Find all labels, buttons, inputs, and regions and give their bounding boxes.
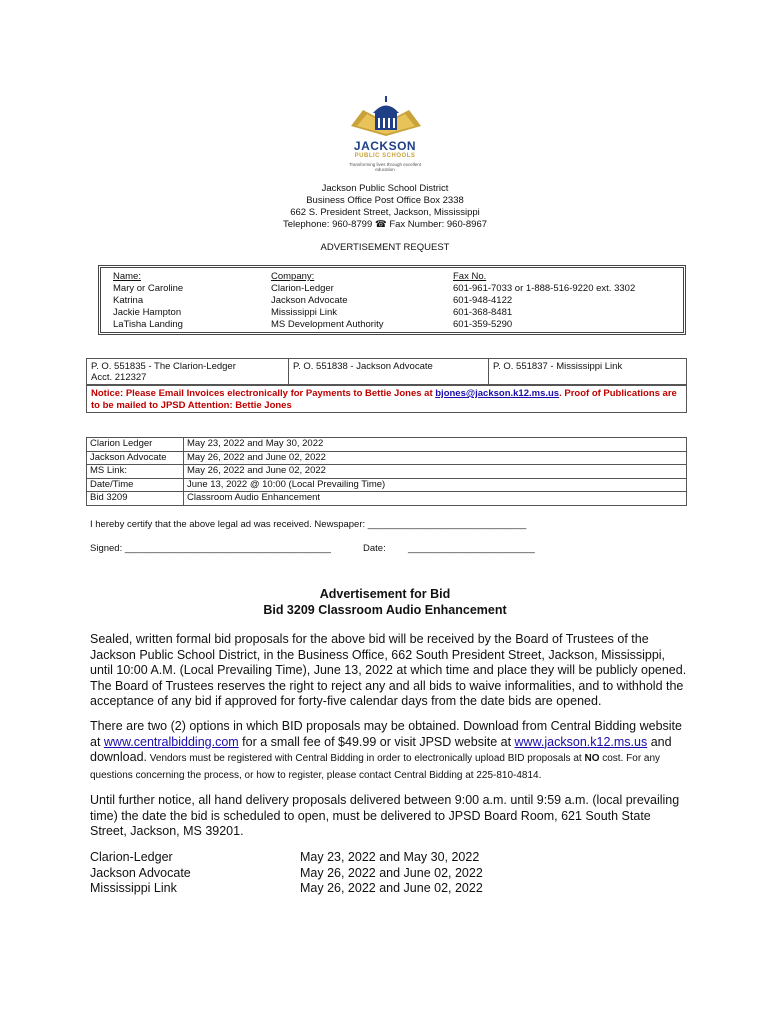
date-blank: ________________________ — [408, 543, 535, 554]
ad-paragraph-1: Sealed, written formal bid proposals for the above bid will be received by the Board of Trustees of the Jackson Public School District, in the Business Office, 662 South President Street, Jackson, Mississippi, until 10:00 A.M. (Local Prevailing Time), June 13, 2022 at which time and place they will be publicly opened. The Board of Trustees reserves the right to reject any and all bids to waive informalities, and to withhold the acceptance of any bid if approved for forty-five calendar days from the date bids are opened. — [90, 632, 687, 708]
name-header: Name: — [113, 271, 141, 282]
contact-fax: 601-948-4122 — [453, 295, 513, 306]
schedule-value: May 26, 2022 and June 02, 2022 — [184, 451, 687, 465]
street-line: 662 S. President Street, Jackson, Mississippi — [290, 207, 480, 218]
p2-no-emphasis: NO — [584, 753, 600, 764]
contact-fax: 601-368-8481 — [453, 307, 513, 318]
phone-line: Telephone: 960-8799 ☎ Fax Number: 960-8967 — [282, 219, 488, 230]
publication-list — [90, 850, 690, 897]
certify-line: I hereby certify that the above legal ad was received. Newspaper: ______________________________ — [90, 519, 527, 530]
ad-title: Advertisement for Bid — [319, 587, 451, 601]
fax-header: Fax No. — [453, 271, 487, 282]
table-row — [87, 451, 687, 465]
schedule-label: Bid 3209 — [87, 492, 184, 506]
contact-company: Mississippi Link — [271, 307, 337, 318]
po-row — [86, 358, 687, 385]
schedule-label: Jackson Advocate — [87, 451, 184, 465]
list-item — [90, 881, 690, 897]
org-name: Jackson Public School District — [321, 183, 449, 194]
contact-fax: 601-961-7033 or 1-888-516-9220 ext. 3302 — [453, 283, 636, 294]
fax-column — [453, 271, 635, 331]
table-row — [87, 465, 687, 479]
company-column — [271, 271, 383, 331]
list-item — [90, 866, 690, 882]
contact-company: Clarion-Ledger — [271, 283, 334, 294]
p2-text: and download. — [90, 734, 672, 764]
email-link[interactable]: bjones@jackson.k12.ms.us — [435, 388, 560, 399]
pub-paper: Mississippi Link — [90, 881, 177, 895]
notice-suffix: . Proof of Publications are to be mailed to JPSD Attention: Bettie Jones — [91, 388, 677, 411]
signed-line: Signed: _______________________________________ — [90, 543, 331, 554]
po-clarion — [87, 359, 289, 384]
contact-fax: 601-359-5290 — [453, 319, 513, 330]
pub-paper: Jackson Advocate — [90, 865, 191, 880]
pub-paper: Clarion-Ledger — [90, 850, 173, 864]
po-clarion-account: Acct. 212327 — [91, 372, 147, 383]
contact-name: Katrina — [113, 295, 144, 306]
contact-company: Jackson Advocate — [271, 295, 348, 306]
company-header: Company: — [271, 271, 315, 282]
jpsd-link[interactable]: www.jackson.k12.ms.us — [514, 734, 648, 749]
pub-dates: May 26, 2022 and June 02, 2022 — [300, 865, 483, 880]
contacts-box — [98, 265, 686, 335]
name-column — [113, 271, 183, 331]
contact-name: Mary or Caroline — [113, 283, 184, 294]
contact-company: MS Development Authority — [271, 319, 384, 330]
table-row — [87, 492, 687, 506]
contact-name: LaTisha Landing — [113, 319, 183, 330]
schedule-value: May 26, 2022 and June 02, 2022 — [184, 465, 687, 479]
capitol-book-icon — [345, 96, 427, 140]
centralbidding-link[interactable]: www.centralbidding.com — [103, 734, 239, 749]
contact-name: Jackie Hampton — [113, 307, 182, 318]
office-line: Business Office Post Office Box 2338 — [306, 195, 464, 206]
po-clarion-number: P. O. 551835 - The Clarion-Ledger — [91, 361, 236, 372]
schedule-table — [86, 437, 687, 506]
p2-small-text: cost. For any questions concerning the process, or how to register, please contact Central Bidding at 225-810-4814. — [90, 753, 661, 781]
table-row — [87, 438, 687, 452]
p2-text: for a small fee of $49.99 or visit JPSD website at — [238, 734, 515, 749]
notice-prefix: Notice: Please Email Invoices electronically for Payments to Bettie Jones at — [91, 388, 436, 399]
ad-subtitle: Bid 3209 Classroom Audio Enhancement — [263, 603, 507, 617]
pub-dates: May 26, 2022 and June 02, 2022 — [300, 881, 483, 895]
schedule-label: Date/Time — [87, 478, 184, 492]
notice-box — [86, 385, 687, 413]
pub-dates: May 23, 2022 and May 30, 2022 — [300, 850, 480, 864]
p2-small-text: Vendors must be registered with Central Bidding in order to electronically upload BID proposals at — [147, 753, 585, 764]
schedule-value: Classroom Audio Enhancement — [184, 492, 687, 506]
form-title: ADVERTISEMENT REQUEST — [320, 242, 450, 253]
schedule-label: Clarion Ledger — [87, 438, 184, 452]
brand-tagline: Transforming lives through excellent education — [348, 162, 422, 172]
brand-subtitle: PUBLIC SCHOOLS — [354, 153, 416, 159]
list-item — [90, 850, 690, 866]
ad-paragraph-2 — [90, 719, 690, 783]
date-label: Date: — [363, 543, 386, 554]
invoice-notice — [91, 388, 682, 412]
schedule-value: June 13, 2022 @ 10:00 (Local Prevailing Time) — [184, 478, 687, 492]
po-mslink: P. O. 551837 - Mississippi Link — [493, 361, 623, 372]
ad-paragraph-3: Until further notice, all hand delivery proposals delivered between 9:00 a.m. until 9:59 a.m. (local prevailing time) the date the bid is scheduled to open, must be delivered to JPSD Board Room, 621 South State Street, Jackson, MS 39201. — [90, 793, 680, 838]
p2-text: There are two (2) options in which BID proposals may be obtained. Download from Central Bidding website at — [90, 719, 682, 749]
po-advocate: P. O. 551838 - Jackson Advocate — [289, 359, 489, 384]
schedule-value: May 23, 2022 and May 30, 2022 — [184, 438, 687, 452]
table-row — [87, 478, 687, 492]
schedule-label: MS Link: — [87, 465, 184, 479]
brand-name: JACKSON — [353, 139, 417, 153]
